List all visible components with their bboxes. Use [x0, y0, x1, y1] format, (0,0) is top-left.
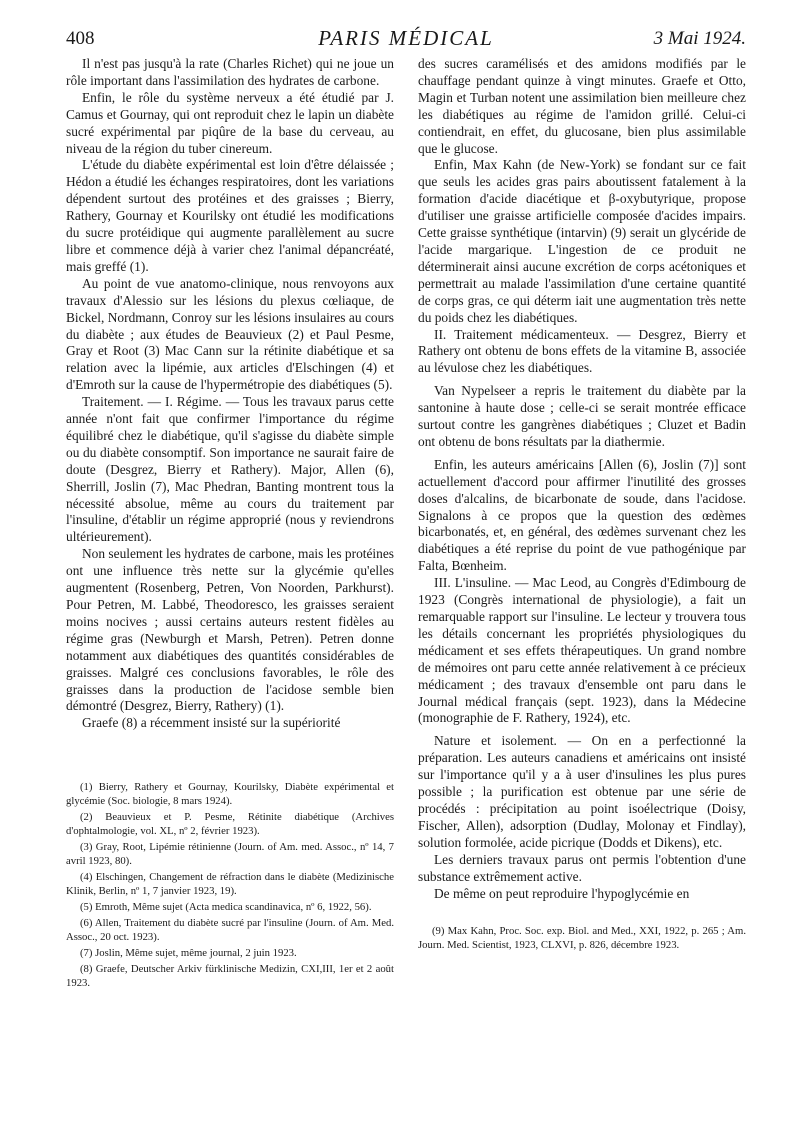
paragraph: L'étude du diabète expérimental est loin d'être délaissée ; Hédon a étudié les échanges respiratoires, dont les variations dépendent surtout des protéines et des graisses ; Bierry, Rathery, Gournay et Kourilsky ont étudié les modifications du sucre protéidique qui augmente parallèlement au sucre libre et commence déjà à varier chez l'animal dépancréaté, mais greffé (1). — [66, 157, 394, 274]
paragraph: II. Traitement médicamenteux. — Desgrez, Bierry et Rathery ont obtenu de bons effets de la vitamine B, associée au lévulose chez les diabétiques. — [418, 326, 746, 376]
left-column — [66, 56, 394, 992]
footnote: (7) Joslin, Même sujet, même journal, 2 juin 1923. — [80, 947, 297, 960]
footnote: (2) Beauvieux et P. Pesme, Rétinite diabétique (Archives d'ophtalmologie, vol. XL, nº 2, février 1923). — [66, 811, 394, 838]
paragraph: Non seulement les hydrates de carbone, mais les protéines ont une influence très nette sur la glycémie qu'elles augmentent (Rosenberg, Petren, Von Noorden, Parkhurst). Pour Petren, M. Labbé, Theodoresco, les graisses seraient moins nocives ; aussi certains auteurs restent fidèles au régime gras (Newburgh et Marsh, Petren). Petren donne notamment aux diabétiques des quantités considérables de graisses. Malgré ces conclusions favorables, le rôle des graisses dans la production de l'acidose semble bien démontré (Desgrez, Bierry, Rathery) (1). — [66, 546, 394, 714]
footnote: (6) Allen, Traitement du diabète sucré par l'insuline (Journ. of Am. Med. Assoc., 20 oct. 1923). — [66, 917, 394, 944]
footnotes-right — [418, 924, 746, 952]
paragraph: Il n'est pas jusqu'à la rate (Charles Richet) qui ne joue un rôle important dans l'assimilation des hydrates de carbone. — [66, 56, 394, 88]
journal-title: PARIS MÉDICAL — [318, 26, 494, 50]
footnote: (1) Bierry, Rathery et Gournay, Kourilsky, Diabète expérimental et glycémie (Soc. biologie, 8 mars 1924). — [66, 781, 394, 808]
paragraph: Les derniers travaux parus ont permis l'obtention d'une substance extrêmement active. — [418, 851, 746, 884]
paragraph: Traitement. — I. Régime. — Tous les travaux parus cette année n'ont fait que confirmer l'importance du régime équilibré chez le diabétique, qu'il s'agisse du diabète simple ou du diabète consomptif. Son importance ne saurait faire de doute (Desgrez, Bierry et Rathery). Major, Allen (6), Sherrill, Joslin (7), Mac Phedran, Banting montrent tous la nécessité absolue, même au cours du traitement par l'insuline, d'établir un régime approprié (nous y reviendrons ultérieurement). — [66, 394, 394, 545]
paragraph: Enfin, les auteurs américains [Allen (6), Joslin (7)] sont actuellement d'accord pour affirmer l'inutilité des grosses doses d'alcalins, de bicarbonate de soude, dans l'acidose. Signalons à ce propos que la question des œdèmes bicarbonatés, et, en général, des œdèmes survenant chez les diabétiques a été reprise du point de vue pathogénique par Falta, Bœnheim. — [418, 456, 746, 574]
footnote: (3) Gray, Root, Lipémie rétinienne (Journ. of Am. med. Assoc., nº 14, 7 avril 1923, 80). — [66, 841, 394, 868]
paragraph: Enfin, le rôle du système nerveux a été étudié par J. Camus et Gournay, qui ont reproduit chez le lapin un diabète sucré expérimental par piqûre de la base du cerveau, au niveau de la région du tuber cinereum. — [66, 89, 394, 156]
paragraph: Van Nypelseer a repris le traitement du diabète par la santonine à haute dose ; celle-ci se serait montrée efficace surtout contre les gangrènes diabétiques ; Cluzet et Badin ont obtenu de bons résultats par la diathermie. — [418, 383, 746, 449]
page-header — [66, 22, 746, 56]
paragraph: Enfin, Max Kahn (de New-York) se fondant sur ce fait que seuls les acides gras pairs aboutissent fatalement à la formation d'acide diacétique et β-oxybutyrique, propose d'utiliser une graisse artificielle composée d'acides impairs. Cette graisse synthétique (intarvin) (9) serait un glycéride de l'acide margarique. L'ingestion de ce produit ne déterminerait ainsi aucune excrétion de corps acétoniques et permettrait au malade l'assimilation d'une certaine quantité de corps gras, ce qui déterm iait une augmentation très nette du poids chez les diabétiques. — [418, 157, 746, 325]
footnotes-left — [66, 780, 394, 990]
paragraph: des sucres caramélisés et des amidons modifiés par le chauffage pendant quinze à vingt minutes. Graefe et Otto, Magin et Turban notent une assimilation bien meilleure chez les diabétiques au régime de l'amidon grillé. Celui-ci contiendrait, en effet, du glucosane, bien plus assimilable que le glucose. — [418, 56, 746, 156]
page-number: 408 — [66, 28, 95, 49]
paragraph: Au point de vue anatomo-clinique, nous renvoyons aux travaux d'Alessio sur les lésions du plexus cœliaque, de Bickel, Nordmann, Conroy sur les lésions insulaires au cours du diabète ; aux études de Beauvieux (2) et Paul Pesme, Gray et Root (3) Mac Cann sur la rétinite diabétique et sa relation avec la lipémie, aux articles d'Elschingen (4) et d'Emroth sur la cause de l'hypermétropie des diabétiques (5). — [66, 275, 394, 393]
footnote: (4) Elschingen, Changement de réfraction dans le diabète (Medizinische Klinik, Berlin, nº 1, 7 janvier 1923, 19). — [66, 871, 394, 898]
paragraph: De même on peut reproduire l'hypoglycémie en — [434, 885, 690, 901]
paragraph: Graefe (8) a récemment insisté sur la supériorité — [82, 715, 341, 731]
footnote: (9) Max Kahn, Proc. Soc. exp. Biol. and Med., XXI, 1922, p. 265 ; Am. Journ. Med. Scientist, 1923, CLXVI, p. 826, décembre 1923. — [418, 925, 746, 952]
paragraph: III. L'insuline. — Mac Leod, au Congrès d'Edimbourg de 1923 (Congrès international de physiologie), a fait un remarquable rapport sur l'insuline. Le lecteur y trouvera tous les détails concernant les propriétés physiologiques du médicament et ses effets thérapeutiques. Un grand nombre de mémoires ont paru cette année relativement à ce précieux médicament ; des travaux d'ensemble ont paru dans le Journal médical français (sept. 1923), dans la Médecine (monographie de F. Rathery, 1924), etc. — [418, 575, 746, 726]
footnote: (8) Graefe, Deutscher Arkiv fürklinische Medizin, CXI,III, 1er et 2 août 1923. — [66, 963, 394, 990]
text-columns — [66, 56, 746, 992]
issue-date: 3 Mai 1924. — [653, 28, 746, 49]
paragraph: Nature et isolement. — On en a perfectionné la préparation. Les auteurs canadiens et américains ont insisté sur l'importance qu'il y a à user d'insulines les plus pures possible ; la purification est obtenue par une série de procédés : précipitation au point isoélectrique (Doisy, Fischer, Allen), adsorption (Dudlay, Molonay et Findlay), solution formolée, acide picrique (Dodds et Dikens), etc. — [418, 733, 746, 850]
footnote: (5) Emroth, Même sujet (Acta medica scandinavica, nº 6, 1922, 56). — [80, 901, 372, 914]
right-column — [418, 56, 746, 992]
